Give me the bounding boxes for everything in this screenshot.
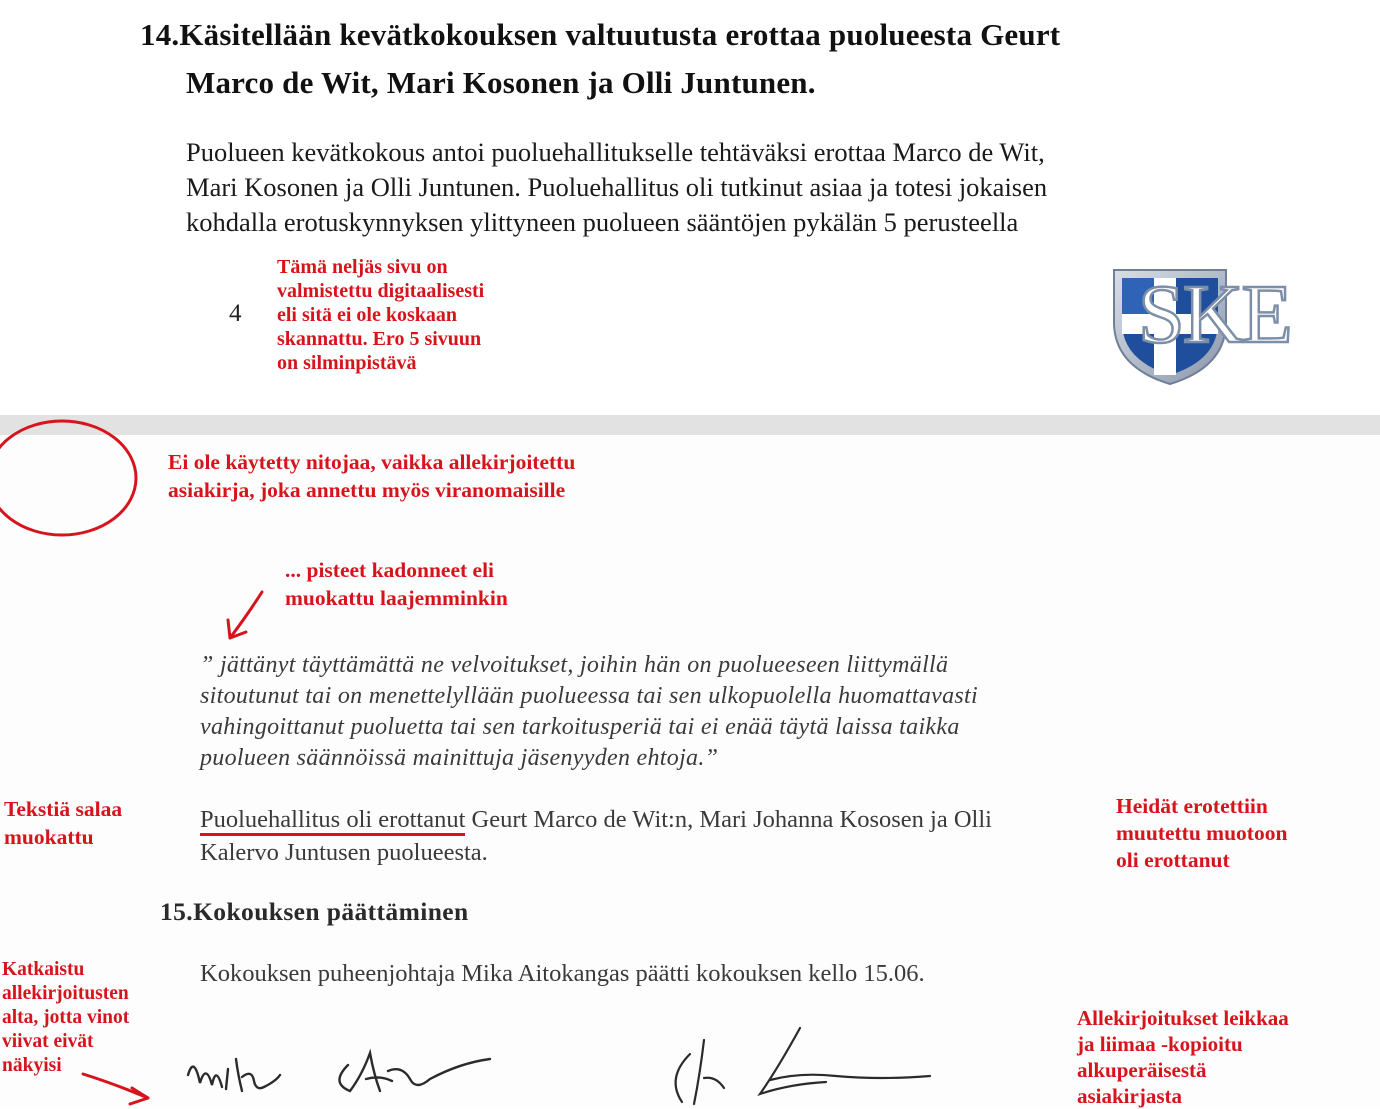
arrow-down-left-icon: [220, 588, 270, 644]
note-line: viivat eivät: [2, 1031, 94, 1052]
note-line: ... pisteet kadonneet eli: [285, 558, 495, 582]
note-line: eli sitä ei ole koskaan: [277, 304, 458, 326]
page-divider: [0, 415, 1380, 435]
note-line: Tekstiä salaa: [4, 797, 123, 821]
note-line: Katkaistu: [2, 959, 85, 980]
quote-line: vahingoittanut puoluetta tai sen tarkoitusperiä tai ei enää täytä laissa taikka: [200, 714, 960, 740]
note-line: valmistettu digitaalisesti: [277, 280, 485, 302]
note-line: Ei ole käytetty nitojaa, vaikka allekirjoitettu: [168, 450, 576, 474]
note-line: Allekirjoitukset leikkaa: [1077, 1006, 1289, 1030]
quote-line: ” jättänyt täyttämättä ne velvoitukset, joihin hän on puolueeseen liittymällä: [200, 652, 949, 678]
page-number: 4: [229, 300, 242, 327]
section-15-heading: 15.Kokouksen päättäminen: [160, 897, 469, 926]
section-15-text: Kokouksen puheenjohtaja Mika Aitokangas päätti kokouksen kello 15.06.: [200, 960, 925, 987]
arrow-right-icon: [80, 1068, 156, 1107]
note-line: muokattu laajemminkin: [285, 586, 508, 610]
changed-form-note: [1116, 793, 1287, 874]
note-line: asiakirja, joka annettu myös viranomaisille: [168, 478, 566, 502]
note-line: asiakirjasta: [1077, 1084, 1182, 1108]
note-line: allekirjoitusten: [2, 983, 129, 1004]
decision-line1: [200, 803, 1100, 836]
digital-page-note: [277, 255, 484, 375]
logo-wordmark: SKE: [1138, 268, 1291, 361]
section-14-heading-line2: Marco de Wit, Mari Kosonen ja Olli Juntunen.: [186, 65, 816, 100]
section-14-heading-line1: 14.Käsitellään kevätkokouksen valtuutusta erottaa puolueesta Geurt: [140, 17, 1061, 52]
decision-text: [200, 803, 1100, 869]
dots-note: [285, 556, 508, 612]
statute-quote: [200, 650, 1200, 774]
note-line: oli erottanut: [1116, 848, 1230, 872]
decision-line2: Kalervo Juntusen puolueesta.: [200, 839, 488, 866]
signature-chairman-icon: [180, 1035, 510, 1107]
note-line: muokattu: [4, 825, 94, 849]
decision-rest: Geurt Marco de Wit:n, Mari Johanna Kososen ja Olli: [465, 806, 992, 833]
cut-note: [2, 958, 129, 1078]
section-14-paragraph: [186, 135, 1336, 240]
note-line: alta, jotta vinot: [2, 1007, 130, 1028]
paragraph-line: Mari Kosonen ja Olli Juntunen. Puoluehallitus oli tutkinut asiaa ja totesi jokaisen: [186, 172, 1048, 202]
note-line: on silminpistävä: [277, 352, 417, 374]
secret-edit-note: [4, 795, 122, 851]
note-line: ja liimaa -kopioitu: [1077, 1032, 1243, 1056]
staple-circle-icon: [0, 418, 145, 543]
paragraph-line: kohdalla erotuskynnyksen ylittyneen puolueen sääntöjen pykälän 5 perusteella: [186, 207, 1019, 237]
signature-note: [1077, 1005, 1289, 1109]
quote-line: sitoutunut tai on menettelyllään puolueessa tai sen ulkopuolella huomattavasti: [200, 683, 978, 709]
quote-line: puolueen säännöissä mainittuja jäsenyyden ehtoja.”: [200, 745, 719, 771]
note-line: Heidät erotettiin: [1116, 794, 1268, 818]
paragraph-line: Puolueen kevätkokous antoi puoluehallitukselle tehtäväksi erottaa Marco de Wit,: [186, 137, 1045, 167]
note-line: skannattu. Ero 5 sivuun: [277, 328, 482, 350]
note-line: muutettu muotoon: [1116, 821, 1288, 845]
edited-phrase: Puoluehallitus oli erottanut: [200, 806, 465, 836]
note-line: Tämä neljäs sivu on: [277, 256, 448, 278]
note-line: alkuperäisestä: [1077, 1058, 1207, 1082]
signature-secretary-icon: [660, 1018, 940, 1107]
note-line: näkyisi: [2, 1055, 62, 1076]
staple-note: [168, 448, 575, 504]
ske-logo: [1110, 262, 1340, 387]
